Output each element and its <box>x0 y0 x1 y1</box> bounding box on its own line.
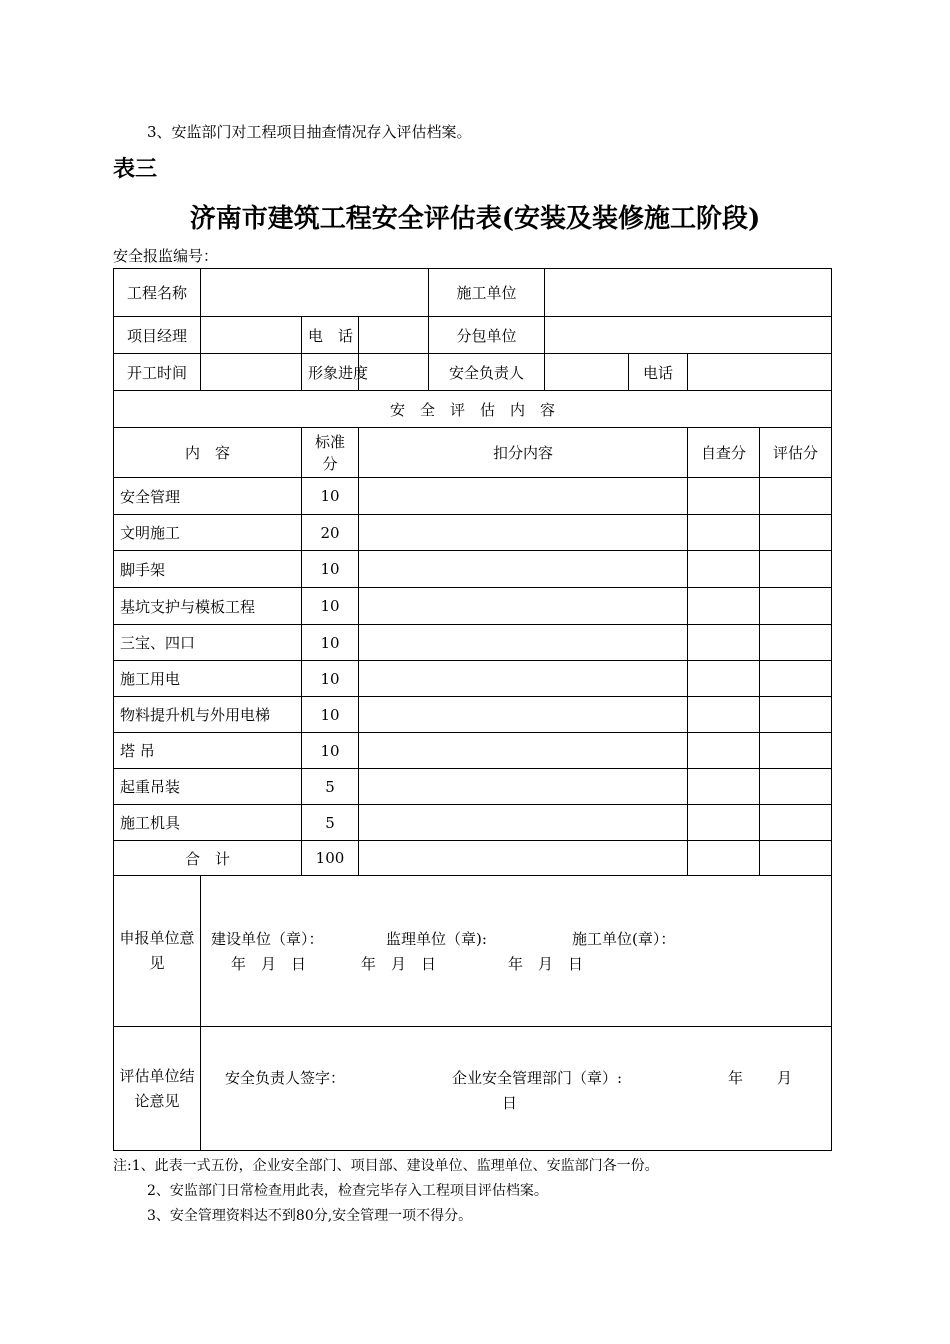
table-label: 表三 <box>113 156 158 182</box>
total-score: 100 <box>302 841 359 876</box>
row-eval-score[interactable] <box>760 805 832 841</box>
conclusion-label: 评估单位结论意见 <box>114 1027 201 1151</box>
row-deduction[interactable] <box>359 733 688 769</box>
row-score: 10 <box>302 551 359 588</box>
row-self-score[interactable] <box>688 733 760 769</box>
report-construction-seal: 建设单位（章）： <box>211 930 324 948</box>
col-header-content: 内 容 <box>114 428 302 478</box>
label-phone: 电 话 <box>302 317 359 354</box>
table-row <box>114 661 832 697</box>
total-label: 合 计 <box>114 841 302 876</box>
field-construction-unit[interactable] <box>545 269 832 317</box>
row-deduction[interactable] <box>359 805 688 841</box>
row-deduction[interactable] <box>359 661 688 697</box>
table-row <box>114 769 832 805</box>
col-header-standard: 标准分 <box>302 428 359 478</box>
conclusion-signature-label: 安全负责人签字： <box>225 1069 346 1087</box>
row-score: 10 <box>302 733 359 769</box>
report-contractor-seal: 施工单位(章）： <box>572 930 676 948</box>
report-supervision-seal: 监理单位（章): <box>386 930 487 948</box>
row-item: 脚手架 <box>114 551 302 588</box>
field-safety-person[interactable] <box>545 354 629 391</box>
note-2: 2、安监部门日常检查用此表，检查完毕存入工程项目评估档案。 <box>147 1183 548 1199</box>
table-row <box>114 478 832 515</box>
row-self-score[interactable] <box>688 697 760 733</box>
page-title: 济南市建筑工程安全评估表(安装及装修施工阶段) <box>189 204 761 234</box>
section-header: 安 全 评 估 内 容 <box>114 391 832 428</box>
conclusion-year: 年 <box>728 1069 744 1087</box>
row-eval-score[interactable] <box>760 551 832 588</box>
row-score: 10 <box>302 625 359 661</box>
row-item: 文明施工 <box>114 515 302 551</box>
conclusion-month: 月 <box>777 1069 793 1087</box>
row-score: 10 <box>302 478 359 515</box>
row-item: 三宝、四口 <box>114 625 302 661</box>
row-self-score[interactable] <box>688 769 760 805</box>
label-project-name: 工程名称 <box>114 269 201 317</box>
report-date-3: 年 月 日 <box>508 955 584 973</box>
row-deduction[interactable] <box>359 769 688 805</box>
label-sub-unit: 分包单位 <box>429 317 545 354</box>
report-opinion-label: 申报单位意 见 <box>114 876 201 1027</box>
row-score: 10 <box>302 697 359 733</box>
table-row <box>114 551 832 588</box>
row-eval-score[interactable] <box>760 625 832 661</box>
table-row <box>114 625 832 661</box>
total-self-score[interactable] <box>688 841 760 876</box>
table-row <box>114 588 832 625</box>
row-item: 起重吊装 <box>114 769 302 805</box>
row-deduction[interactable] <box>359 478 688 515</box>
total-row <box>114 841 832 876</box>
field-project-manager[interactable] <box>201 317 302 354</box>
row-eval-score[interactable] <box>760 661 832 697</box>
field-project-name[interactable] <box>201 269 429 317</box>
row-item: 物料提升机与外用电梯 <box>114 697 302 733</box>
report-date-2: 年 月 日 <box>361 955 437 973</box>
row-item: 基坑支护与模板工程 <box>114 588 302 625</box>
label-project-manager: 项目经理 <box>114 317 201 354</box>
field-phone[interactable] <box>359 317 429 354</box>
row-self-score[interactable] <box>688 588 760 625</box>
row-eval-score[interactable] <box>760 769 832 805</box>
row-self-score[interactable] <box>688 625 760 661</box>
total-eval-score[interactable] <box>760 841 832 876</box>
col-header-self: 自查分 <box>688 428 760 478</box>
note-1: 注:1、此表一式五份，企业安全部门、项目部、建设单位、监理单位、安监部门各一份。 <box>113 1158 659 1174</box>
report-date-1: 年 月 日 <box>231 955 307 973</box>
report-number-label: 安全报监编号： <box>113 247 219 265</box>
total-deduction[interactable] <box>359 841 688 876</box>
row-self-score[interactable] <box>688 805 760 841</box>
table-row <box>114 805 832 841</box>
label-phone-2: 电话 <box>629 354 688 391</box>
row-deduction[interactable] <box>359 551 688 588</box>
row-score: 5 <box>302 769 359 805</box>
note-3: 3、安全管理资料达不到80分,安全管理一项不得分。 <box>147 1208 473 1224</box>
field-phone-2[interactable] <box>688 354 832 391</box>
row-self-score[interactable] <box>688 661 760 697</box>
row-eval-score[interactable] <box>760 697 832 733</box>
row-eval-score[interactable] <box>760 733 832 769</box>
row-item: 塔 吊 <box>114 733 302 769</box>
col-header-eval: 评估分 <box>760 428 832 478</box>
row-score: 20 <box>302 515 359 551</box>
row-deduction[interactable] <box>359 515 688 551</box>
row-item: 施工用电 <box>114 661 302 697</box>
field-start-time[interactable] <box>201 354 302 391</box>
evaluation-table <box>113 268 832 1151</box>
row-self-score[interactable] <box>688 478 760 515</box>
report-opinion-field[interactable] <box>201 876 832 1027</box>
row-self-score[interactable] <box>688 551 760 588</box>
field-sub-unit[interactable] <box>545 317 832 354</box>
conclusion-department-seal: 企业安全管理部门（章）: <box>452 1069 623 1087</box>
row-score: 10 <box>302 588 359 625</box>
col-header-deduction: 扣分内容 <box>359 428 688 478</box>
row-eval-score[interactable] <box>760 515 832 551</box>
label-start-time: 开工时间 <box>114 354 201 391</box>
row-self-score[interactable] <box>688 515 760 551</box>
row-eval-score[interactable] <box>760 478 832 515</box>
row-deduction[interactable] <box>359 625 688 661</box>
table-row <box>114 697 832 733</box>
label-progress: 形象进度 <box>302 354 359 391</box>
row-eval-score[interactable] <box>760 588 832 625</box>
table-row <box>114 515 832 551</box>
report-opinion-row <box>114 876 832 1027</box>
conclusion-field[interactable] <box>201 1027 832 1151</box>
field-progress[interactable] <box>359 354 429 391</box>
row-score: 10 <box>302 661 359 697</box>
label-safety-person: 安全负责人 <box>429 354 545 391</box>
row-deduction[interactable] <box>359 697 688 733</box>
table-row <box>114 733 832 769</box>
label-construction-unit: 施工单位 <box>429 269 545 317</box>
row-item: 安全管理 <box>114 478 302 515</box>
row-score: 5 <box>302 805 359 841</box>
row-item: 施工机具 <box>114 805 302 841</box>
conclusion-day: 日 <box>502 1094 518 1112</box>
intro-line: 3、安监部门对工程项目抽查情况存入评估档案。 <box>147 123 472 141</box>
row-deduction[interactable] <box>359 588 688 625</box>
conclusion-row <box>114 1027 832 1151</box>
